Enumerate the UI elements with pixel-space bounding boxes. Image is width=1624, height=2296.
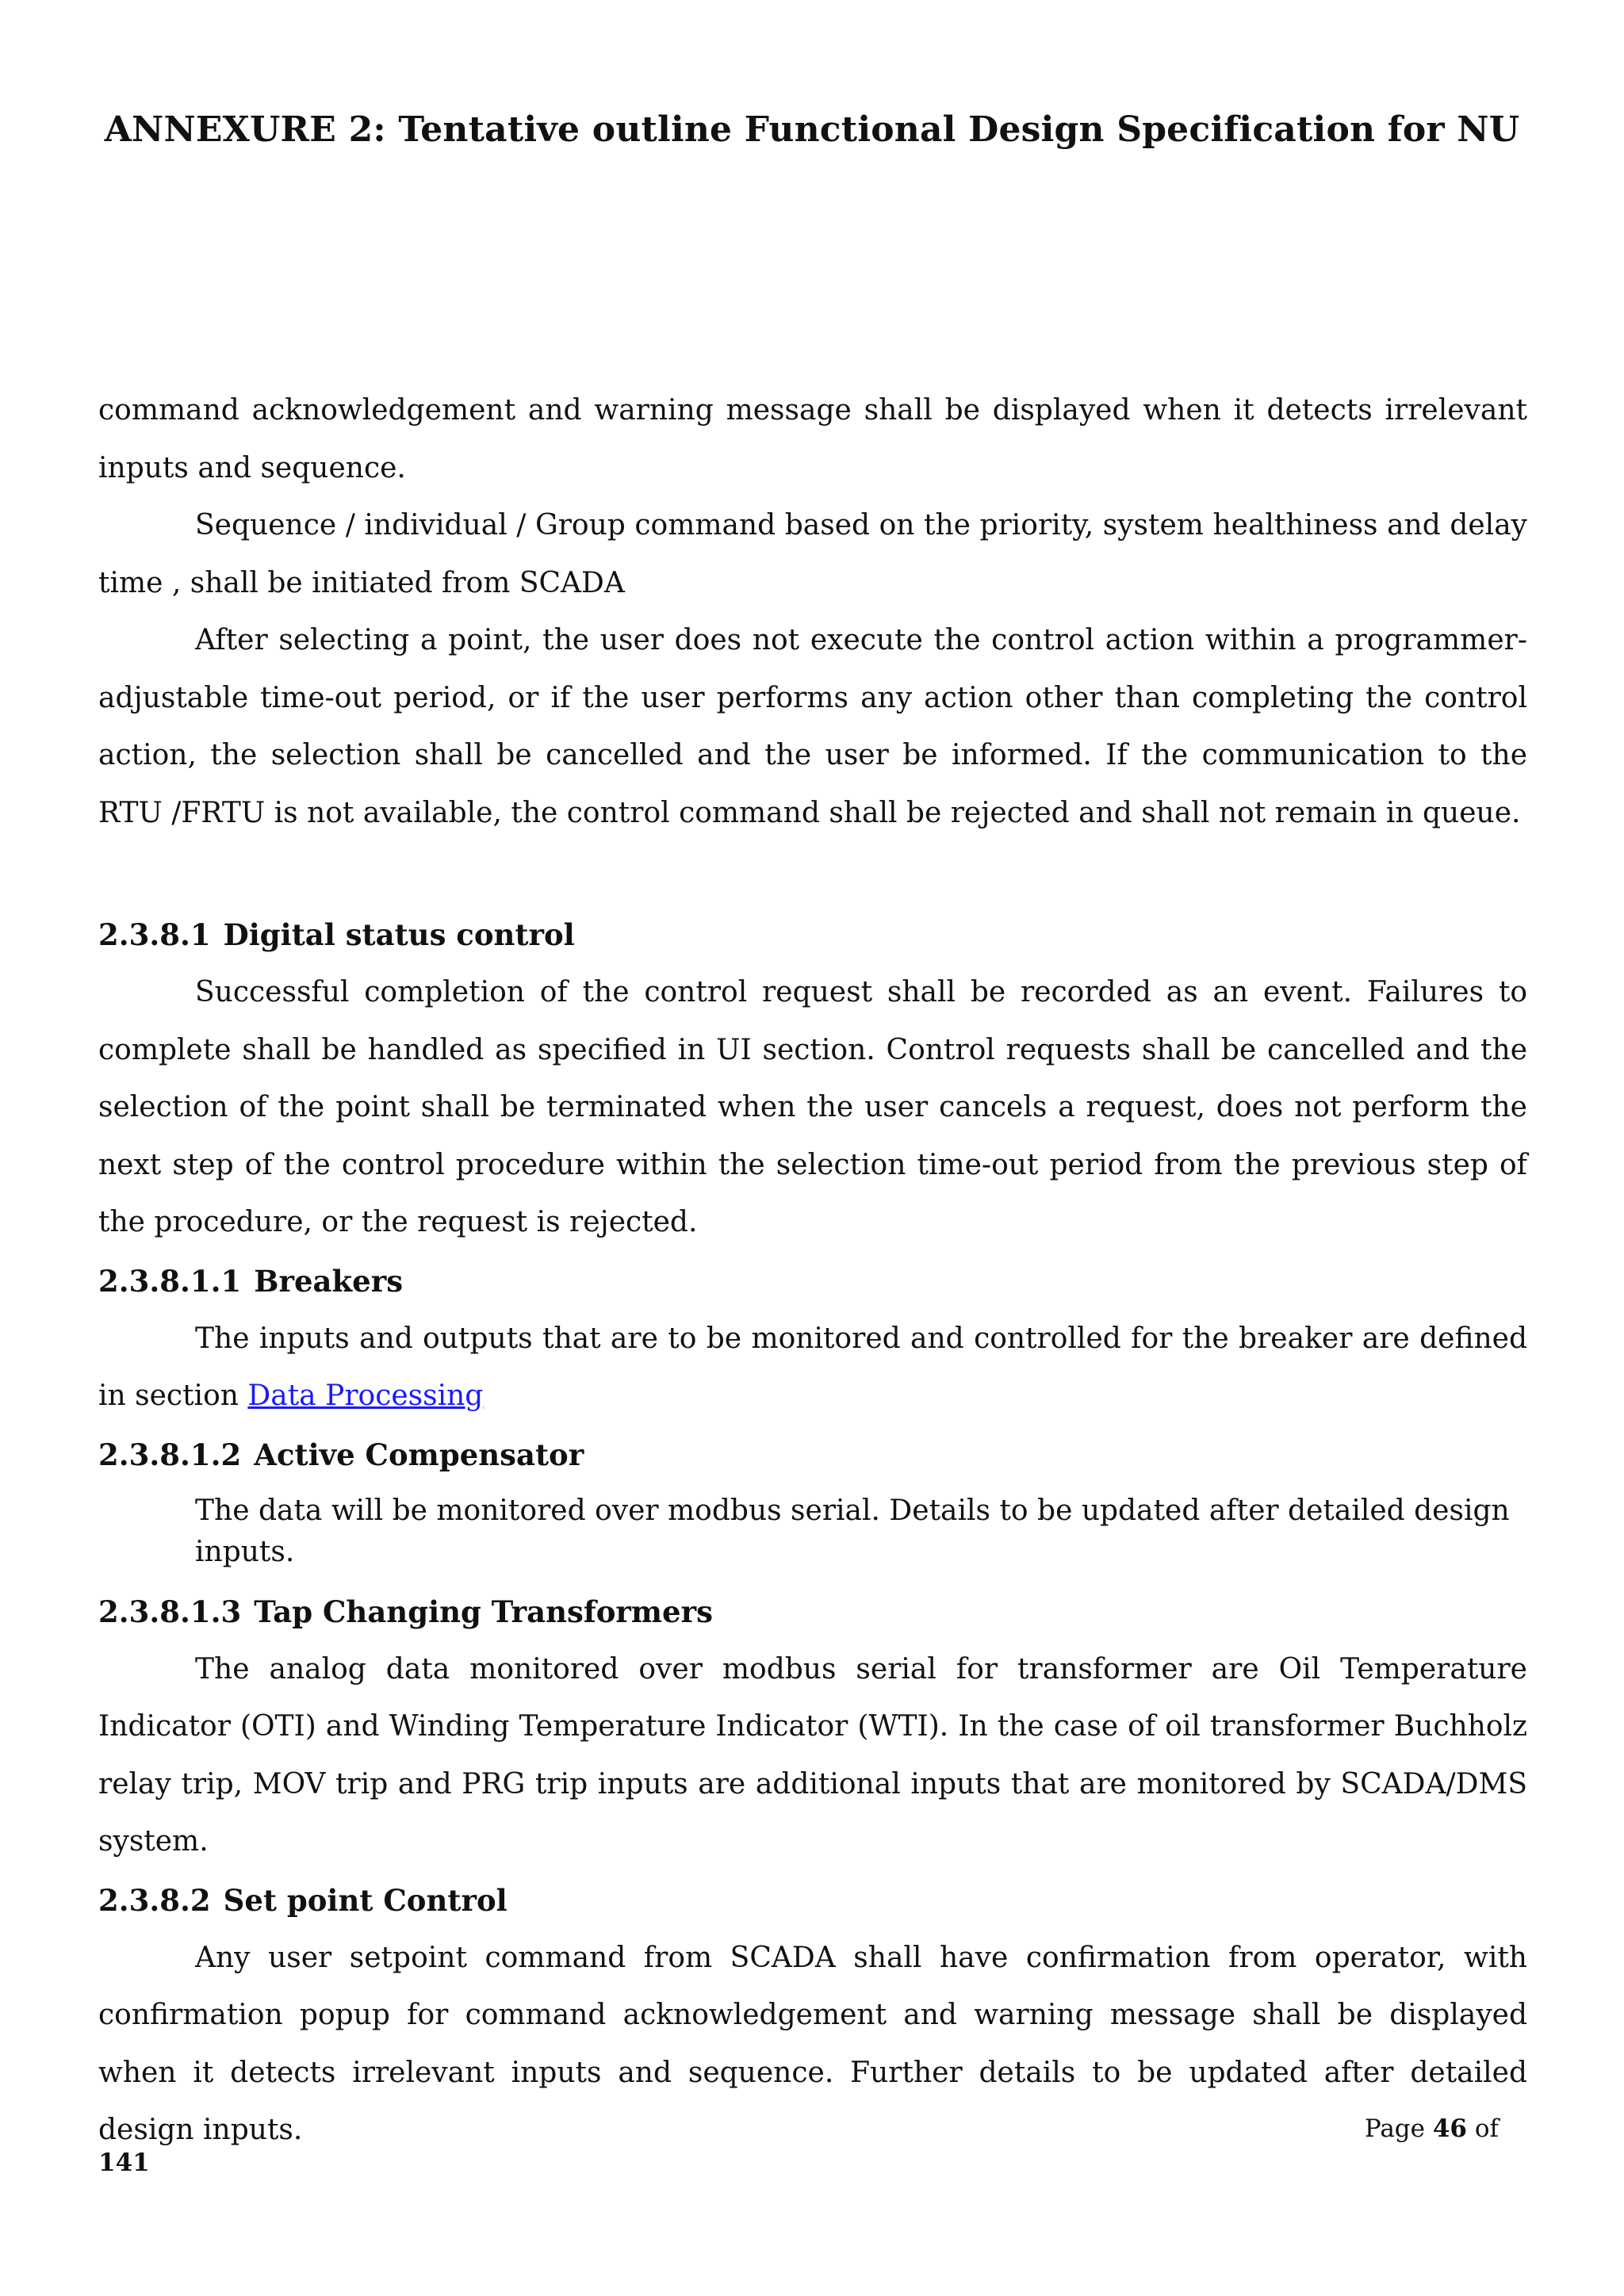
document-body xyxy=(98,382,1527,2160)
heading-2-3-8-2 xyxy=(98,1871,1527,1930)
heading-number: 2.3.8.1 xyxy=(98,917,211,952)
data-processing-link[interactable]: Data Processing xyxy=(247,1380,484,1412)
intro-paragraph-3: After selecting a point, the user does not execute the control action within a programmer-adjustable time-out period, or if the user performs any action other than completing the control action, the selection shall be cancelled and the user be informed. If the communication to the RTU /FRTU is not available, the control command shall be rejected and shall not remain in queue. xyxy=(98,624,1527,829)
page-prefix: Page xyxy=(1364,2114,1425,2143)
intro-paragraph-1: command acknowledgement and warning message shall be displayed when it detects irrelevant inputs and sequence. xyxy=(98,394,1527,484)
intro-paragraph-2: Sequence / individual / Group command based on the priority, system healthiness and delay time , shall be initiated from SCADA xyxy=(98,509,1527,599)
heading-text: Digital status control xyxy=(223,917,575,952)
breakers-paragraph xyxy=(98,1311,1527,1425)
section-spacer xyxy=(98,842,1527,905)
heading-text: Set point Control xyxy=(223,1882,508,1918)
heading-text: Tap Changing Transformers xyxy=(254,1594,713,1629)
heading-text: Active Compensator xyxy=(254,1437,584,1472)
page-title: ANNEXURE 2: Tentative outline Functional Design Specification for NU xyxy=(104,109,1520,150)
tap-changing-transformers-paragraph: The analog data monitored over modbus serial for transformer are Oil Temperature Indicator (OTI) and Winding Temperature Indicator (WTI). In the case of oil transformer Buchholz relay trip, MOV trip and PRG trip inputs are additional inputs that are monitored by SCADA/DMS system. xyxy=(98,1652,1527,1858)
digital-status-control-paragraph: Successful completion of the control request shall be recorded as an event. Failures to complete shall be handled as specified in UI section. Control requests shall be cancelled and the selection of the point shall be terminated when the user cancels a request, does not perform the next step of the control procedure within the selection time-out period from the previous step of the procedure, or the request is rejected. xyxy=(98,976,1527,1238)
heading-2-3-8-1-3 xyxy=(98,1582,1527,1641)
heading-2-3-8-1-1 xyxy=(98,1252,1527,1311)
heading-text: Breakers xyxy=(254,1263,404,1299)
current-page-number: 46 xyxy=(1432,2114,1467,2143)
heading-number: 2.3.8.1.3 xyxy=(98,1594,242,1629)
total-pages: 141 xyxy=(98,2149,150,2177)
set-point-control-paragraph: Any user setpoint command from SCADA shall have confirmation from operator, with confirmation popup for command acknowledgement and warning message shall be displayed when it detects irrelevant inputs and sequence. Further details to be updated after detailed design inputs. xyxy=(98,1941,1527,2146)
heading-2-3-8-1 xyxy=(98,905,1527,964)
active-compensator-paragraph: The data will be monitored over modbus serial. Details to be updated after detailed design inputs. xyxy=(195,1494,1510,1568)
heading-number: 2.3.8.1.2 xyxy=(98,1437,242,1472)
breakers-text: The inputs and outputs that are to be monitored and controlled for the breaker are defined in section xyxy=(98,1322,1527,1412)
heading-2-3-8-1-2 xyxy=(98,1425,1527,1484)
heading-number: 2.3.8.1.1 xyxy=(98,1263,242,1299)
page-number xyxy=(1365,2114,1499,2143)
page-of: of xyxy=(1474,2114,1499,2143)
heading-number: 2.3.8.2 xyxy=(98,1882,211,1918)
